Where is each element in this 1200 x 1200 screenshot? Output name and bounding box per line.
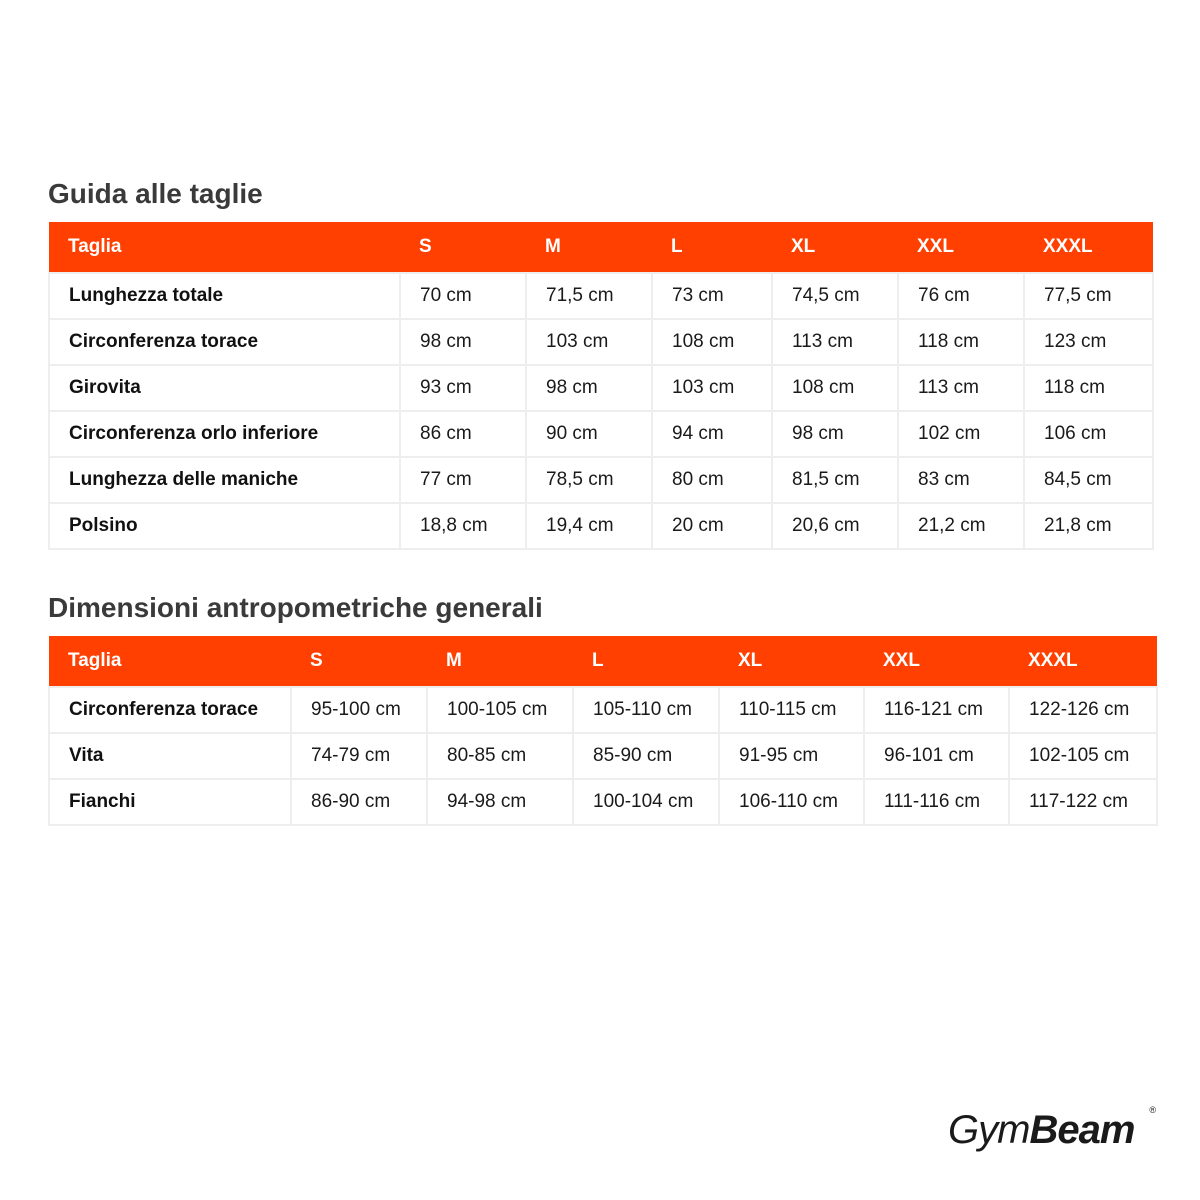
table-cell: 78,5 cm bbox=[526, 457, 652, 503]
header-cell-taglia: Taglia bbox=[49, 636, 291, 687]
table-cell: 113 cm bbox=[898, 365, 1024, 411]
header-cell-xxl: XXL bbox=[864, 636, 1009, 687]
table-cell: 19,4 cm bbox=[526, 503, 652, 549]
table-cell: 118 cm bbox=[1024, 365, 1153, 411]
table-cell: 105-110 cm bbox=[573, 687, 719, 733]
registered-mark-icon: ® bbox=[1149, 1105, 1156, 1115]
table-cell: 86 cm bbox=[400, 411, 526, 457]
table-row bbox=[49, 503, 1153, 549]
table-row bbox=[49, 411, 1153, 457]
table-cell: 111-116 cm bbox=[864, 779, 1009, 825]
table-cell: 122-126 cm bbox=[1009, 687, 1157, 733]
size-guide-title: Guida alle taglie bbox=[48, 178, 263, 209]
header-cell-xxl: XXL bbox=[898, 222, 1024, 273]
table-cell: 102 cm bbox=[898, 411, 1024, 457]
row-label: Circonferenza orlo inferiore bbox=[49, 411, 400, 457]
table-row bbox=[49, 365, 1153, 411]
header-cell-xxxl: XXXL bbox=[1024, 222, 1153, 273]
header-cell-m: M bbox=[427, 636, 573, 687]
table-cell: 83 cm bbox=[898, 457, 1024, 503]
row-label: Lunghezza delle maniche bbox=[49, 457, 400, 503]
header-cell-xxxl: XXXL bbox=[1009, 636, 1157, 687]
table-cell: 71,5 cm bbox=[526, 273, 652, 319]
header-cell-l: L bbox=[652, 222, 772, 273]
table-cell: 21,2 cm bbox=[898, 503, 1024, 549]
table-cell: 106 cm bbox=[1024, 411, 1153, 457]
table-cell: 118 cm bbox=[898, 319, 1024, 365]
size-guide-header-row bbox=[49, 222, 1153, 273]
table-cell: 70 cm bbox=[400, 273, 526, 319]
table-cell: 94-98 cm bbox=[427, 779, 573, 825]
table-cell: 95-100 cm bbox=[291, 687, 427, 733]
header-cell-s: S bbox=[400, 222, 526, 273]
row-label: Girovita bbox=[49, 365, 400, 411]
table-cell: 110-115 cm bbox=[719, 687, 864, 733]
table-cell: 100-105 cm bbox=[427, 687, 573, 733]
table-cell: 94 cm bbox=[652, 411, 772, 457]
row-label: Fianchi bbox=[49, 779, 291, 825]
table-cell: 108 cm bbox=[652, 319, 772, 365]
row-label: Vita bbox=[49, 733, 291, 779]
table-cell: 80 cm bbox=[652, 457, 772, 503]
logo-text-beam: Beam bbox=[1029, 1108, 1135, 1152]
table-cell: 20 cm bbox=[652, 503, 772, 549]
logo-text-gym: Gym bbox=[948, 1108, 1030, 1152]
table-row bbox=[49, 457, 1153, 503]
table-cell: 93 cm bbox=[400, 365, 526, 411]
row-label: Polsino bbox=[49, 503, 400, 549]
table-cell: 77,5 cm bbox=[1024, 273, 1153, 319]
table-cell: 103 cm bbox=[526, 319, 652, 365]
body-measurements-title: Dimensioni antropometriche generali bbox=[48, 592, 543, 623]
table-cell: 84,5 cm bbox=[1024, 457, 1153, 503]
size-guide-table bbox=[48, 222, 1154, 550]
table-row bbox=[49, 733, 1157, 779]
table-cell: 108 cm bbox=[772, 365, 898, 411]
table-cell: 103 cm bbox=[652, 365, 772, 411]
table-cell: 74,5 cm bbox=[772, 273, 898, 319]
table-row bbox=[49, 319, 1153, 365]
table-cell: 117-122 cm bbox=[1009, 779, 1157, 825]
table-cell: 98 cm bbox=[400, 319, 526, 365]
table-row bbox=[49, 779, 1157, 825]
table-cell: 80-85 cm bbox=[427, 733, 573, 779]
table-cell: 123 cm bbox=[1024, 319, 1153, 365]
table-cell: 91-95 cm bbox=[719, 733, 864, 779]
body-measurements-header-row bbox=[49, 636, 1157, 687]
header-cell-l: L bbox=[573, 636, 719, 687]
gymbeam-logo bbox=[948, 1104, 1158, 1156]
table-cell: 21,8 cm bbox=[1024, 503, 1153, 549]
table-cell: 20,6 cm bbox=[772, 503, 898, 549]
table-cell: 102-105 cm bbox=[1009, 733, 1157, 779]
table-cell: 100-104 cm bbox=[573, 779, 719, 825]
row-label: Circonferenza torace bbox=[49, 319, 400, 365]
table-cell: 98 cm bbox=[772, 411, 898, 457]
table-cell: 81,5 cm bbox=[772, 457, 898, 503]
header-cell-s: S bbox=[291, 636, 427, 687]
table-cell: 113 cm bbox=[772, 319, 898, 365]
table-cell: 74-79 cm bbox=[291, 733, 427, 779]
table-cell: 77 cm bbox=[400, 457, 526, 503]
table-cell: 85-90 cm bbox=[573, 733, 719, 779]
table-row bbox=[49, 687, 1157, 733]
table-cell: 116-121 cm bbox=[864, 687, 1009, 733]
row-label: Lunghezza totale bbox=[49, 273, 400, 319]
table-cell: 76 cm bbox=[898, 273, 1024, 319]
row-label: Circonferenza torace bbox=[49, 687, 291, 733]
header-cell-taglia: Taglia bbox=[49, 222, 400, 273]
table-cell: 86-90 cm bbox=[291, 779, 427, 825]
table-cell: 18,8 cm bbox=[400, 503, 526, 549]
table-cell: 106-110 cm bbox=[719, 779, 864, 825]
header-cell-m: M bbox=[526, 222, 652, 273]
table-cell: 73 cm bbox=[652, 273, 772, 319]
header-cell-xl: XL bbox=[772, 222, 898, 273]
table-row bbox=[49, 273, 1153, 319]
body-measurements-table bbox=[48, 636, 1158, 826]
table-cell: 90 cm bbox=[526, 411, 652, 457]
table-cell: 96-101 cm bbox=[864, 733, 1009, 779]
table-cell: 98 cm bbox=[526, 365, 652, 411]
header-cell-xl: XL bbox=[719, 636, 864, 687]
